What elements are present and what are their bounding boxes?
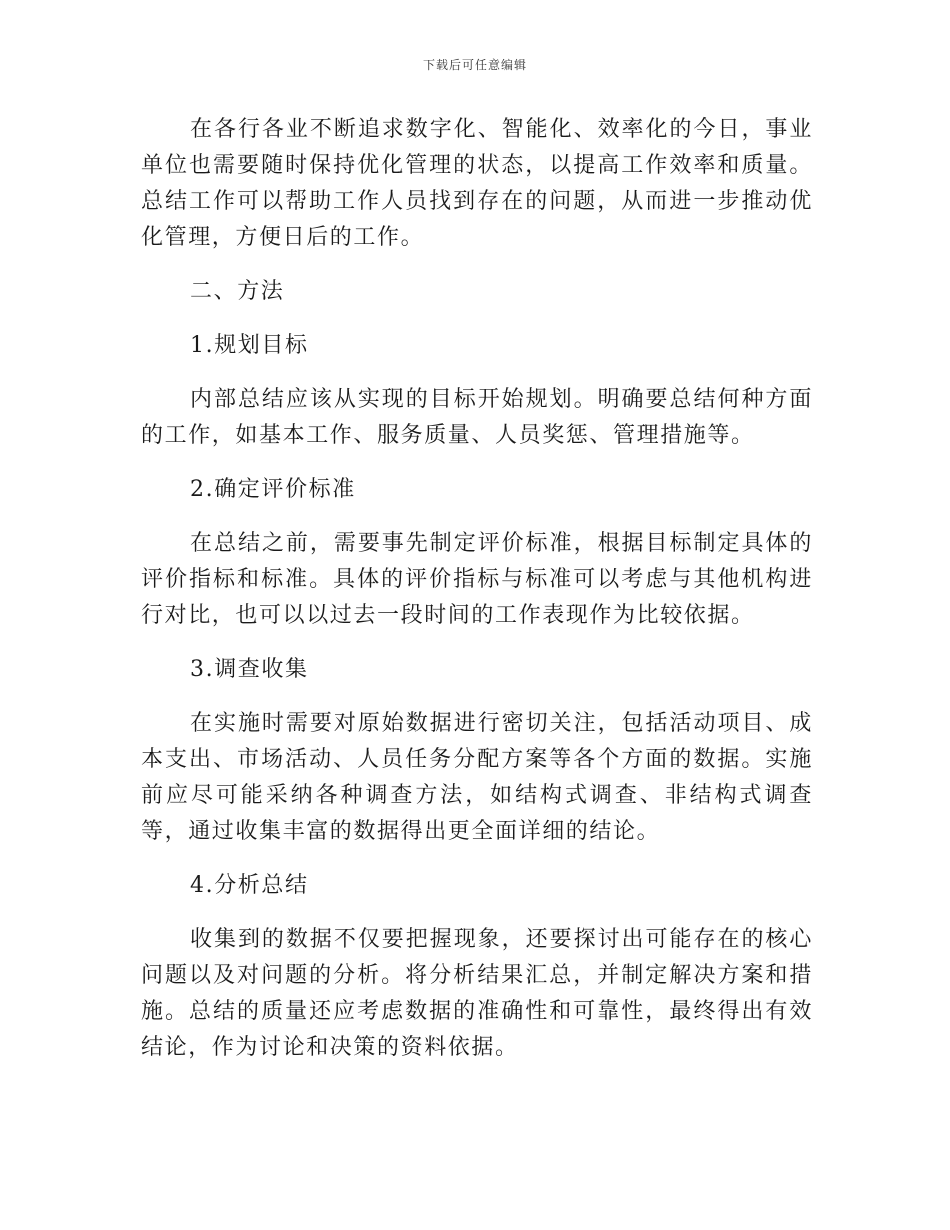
- step4-paragraph: 收集到的数据不仅要把握现象，还要探讨出可能存在的核心问题以及对问题的分析。将分析结果汇总，并制定解决方案和措施。总结的质量还应考虑数据的准确性和可靠性，最终得出有效结论，作为讨论和决策的资料依据。: [141, 927, 813, 1060]
- step2-title: 2.确定评价标准: [190, 477, 356, 502]
- step3-title: 3.调查收集: [190, 657, 309, 682]
- step1-title: 1.规划目标: [190, 333, 309, 358]
- step4-title: 4.分析总结: [190, 873, 309, 898]
- intro-paragraph: 在各行各业不断追求数字化、智能化、效率化的今日，事业单位也需要随时保持优化管理的状态，以提高工作效率和质量。总结工作可以帮助工作人员找到存在的问题，从而进一步推动优化管理，方便日后的工作。: [141, 117, 813, 250]
- document-body: [141, 112, 813, 1066]
- step2-paragraph: 在总结之前，需要事先制定评价标准，根据目标制定具体的评价指标和标准。具体的评价指标与标准可以考虑与其他机构进行对比，也可以以过去一段时间的工作表现作为比较依据。: [141, 531, 813, 628]
- step3-paragraph: 在实施时需要对原始数据进行密切关注，包括活动项目、成本支出、市场活动、人员任务分配方案等各个方面的数据。实施前应尽可能采纳各种调查方法，如结构式调查、非结构式调查等，通过收集丰富的数据得出更全面详细的结论。: [141, 711, 813, 844]
- page-header: 下载后可任意编辑: [422, 58, 527, 72]
- step1-paragraph: 内部总结应该从实现的目标开始规划。明确要总结何种方面的工作，如基本工作、服务质量、人员奖惩、管理措施等。: [141, 387, 813, 448]
- section-title: 二、方法: [190, 279, 285, 304]
